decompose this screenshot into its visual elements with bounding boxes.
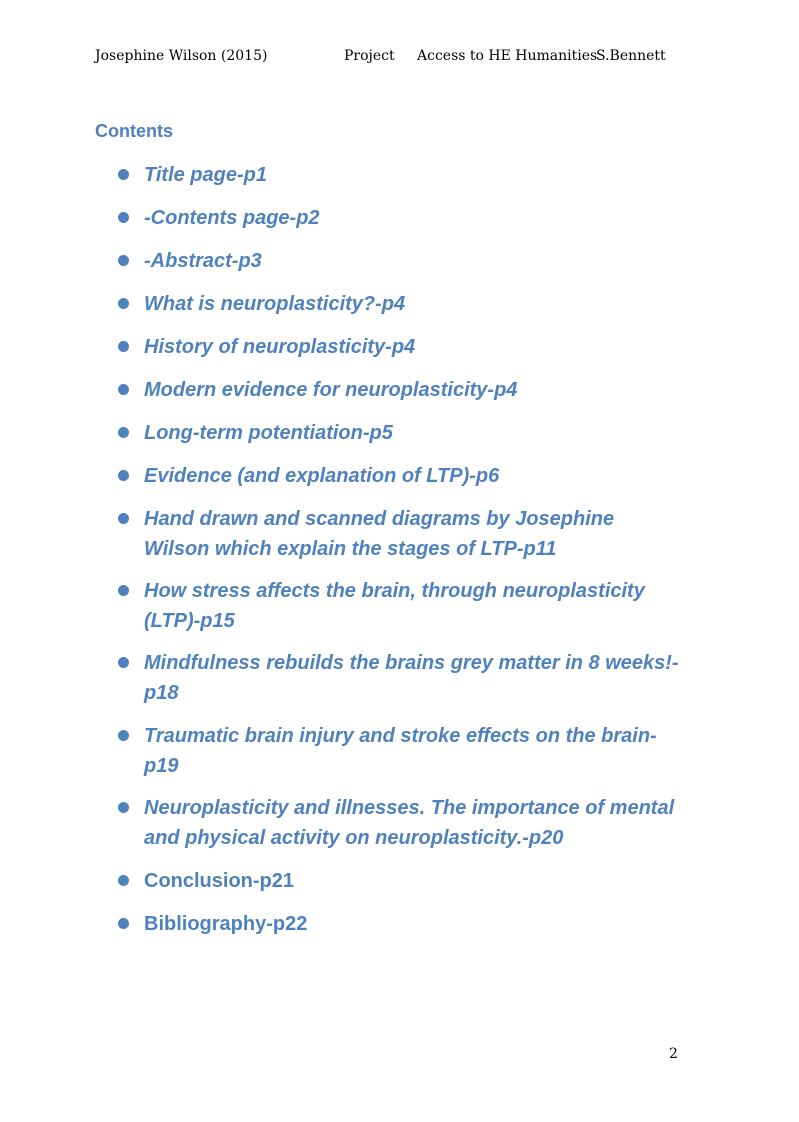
toc-item — [118, 160, 683, 190]
toc-item-text: Traumatic brain injury and stroke effects on the brain-p19 — [144, 725, 657, 777]
toc-item-text: Evidence (and explanation of LTP)-p6 — [144, 465, 500, 487]
contents-heading: Contents — [95, 121, 173, 141]
toc-item — [118, 793, 683, 853]
toc-item-text: Conclusion-p21 — [144, 870, 295, 892]
toc-item — [118, 289, 683, 319]
bullet-icon — [118, 255, 129, 266]
bullet-icon — [118, 298, 129, 309]
toc-item — [118, 866, 683, 896]
header-project: Project — [344, 48, 395, 64]
bullet-icon — [118, 384, 129, 395]
page-number: 2 — [669, 1046, 678, 1062]
bullet-icon — [118, 585, 129, 596]
toc-item-text: Mindfulness rebuilds the brains grey matter in 8 weeks!-p18 — [144, 652, 679, 704]
toc-item — [118, 418, 683, 448]
bullet-icon — [118, 341, 129, 352]
toc-item-text: Title page-p1 — [144, 164, 267, 186]
toc-item-text: -Contents page-p2 — [144, 207, 320, 229]
bullet-icon — [118, 427, 129, 438]
toc-item — [118, 246, 683, 276]
bullet-icon — [118, 513, 129, 524]
bullet-icon — [118, 875, 129, 886]
toc-item-text: Modern evidence for neuroplasticity-p4 — [144, 379, 518, 401]
toc-item-text: Hand drawn and scanned diagrams by Josephine Wilson which explain the stages of LTP-p11 — [144, 508, 615, 560]
toc-item-text: History of neuroplasticity-p4 — [144, 336, 416, 358]
toc-item — [118, 909, 683, 939]
toc-item — [118, 576, 683, 636]
toc-item — [118, 375, 683, 405]
bullet-icon — [118, 918, 129, 929]
bullet-icon — [118, 169, 129, 180]
toc-item-text: Neuroplasticity and illnesses. The importance of mental and physical activity on neuroplasticity.-p20 — [144, 797, 675, 849]
toc-item-text: Bibliography-p22 — [144, 913, 308, 935]
toc-item — [118, 721, 683, 781]
toc-item — [118, 648, 683, 708]
toc-item-text: Long-term potentiation-p5 — [144, 422, 393, 444]
bullet-icon — [118, 802, 129, 813]
toc-item-text: -Abstract-p3 — [144, 250, 262, 272]
toc-item-text: How stress affects the brain, through neuroplasticity (LTP)-p15 — [144, 580, 645, 632]
header-author: Josephine Wilson (2015) — [95, 48, 268, 64]
header-course: Access to HE Humanities — [417, 48, 598, 64]
header-tutor: S.Bennett — [596, 48, 666, 64]
toc-item-text: What is neuroplasticity?-p4 — [144, 293, 406, 315]
toc-item — [118, 504, 683, 564]
toc-item — [118, 461, 683, 491]
bullet-icon — [118, 730, 129, 741]
bullet-icon — [118, 657, 129, 668]
bullet-icon — [118, 470, 129, 481]
toc-item — [118, 332, 683, 362]
bullet-icon — [118, 212, 129, 223]
toc-item — [118, 203, 683, 233]
